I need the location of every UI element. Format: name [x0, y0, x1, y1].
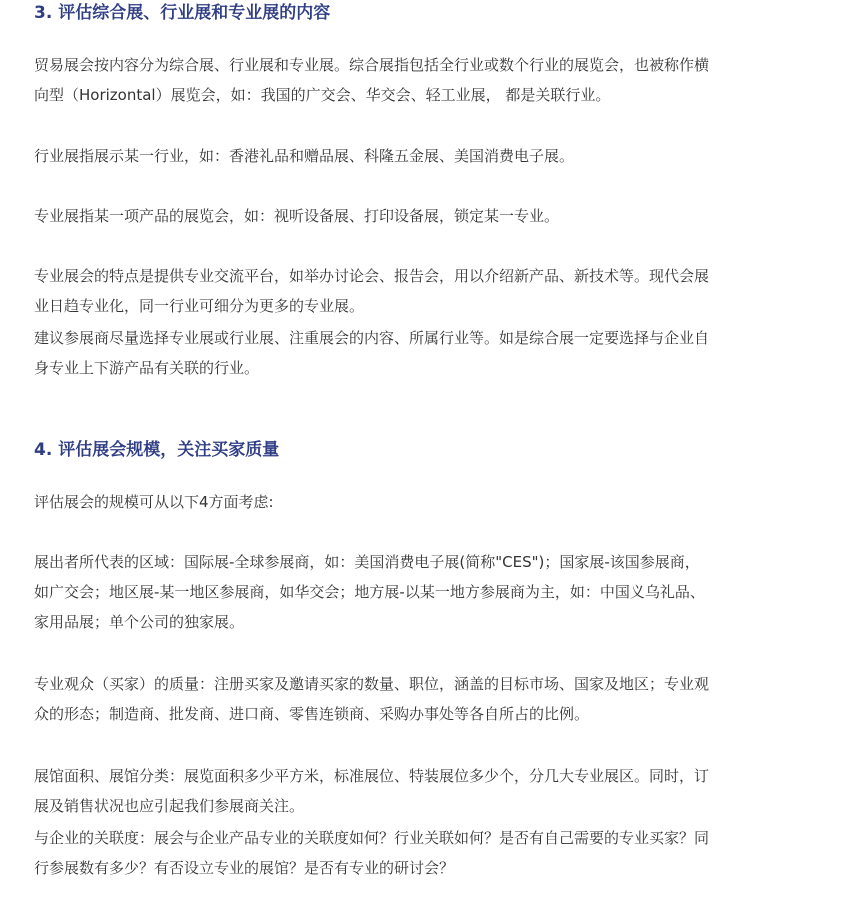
section-3-paragraph-5: 建议参展商尽量选择专业展或行业展、注重展会的内容、所属行业等。如是综合展一定要选择与企业自身专业上下游产品有关联的行业。 [34, 329, 710, 377]
section-3-paragraph-1: 贸易展会按内容分为综合展、行业展和专业展。综合展指包括全行业或数个行业的展览会，也被称作横向型（Horizontal）展览会，如：我国的广交会、华交会、轻工业展， 都是关联行业。 [34, 56, 710, 104]
section-3-heading: 3. 评估综合展、行业展和专业展的内容 [34, 3, 331, 23]
section-4-paragraph-3: 专业观众（买家）的质量：注册买家及邀请买家的数量、职位，涵盖的目标市场、国家及地区；专业观众的形态；制造商、批发商、进口商、零售连锁商、采购办事处等各自所占的比例。 [34, 675, 710, 723]
section-4-paragraph-5: 与企业的关联度：展会与企业产品专业的关联度如何？行业关联如何？是否有自己需要的专业买家？同行参展数有多少？有否设立专业的展馆？是否有专业的研讨会？ [34, 829, 710, 877]
section-4-heading: 4. 评估展会规模，关注买家质量 [34, 440, 280, 460]
section-4-paragraph-4: 展馆面积、展馆分类：展览面积多少平方米，标准展位、特装展位多少个，分几大专业展区。同时，订展及销售状况也应引起我们参展商关注。 [34, 767, 710, 815]
section-4-paragraph-1: 评估展会的规模可从以下4方面考虑: [34, 493, 274, 511]
section-4-paragraph-2: 展出者所代表的区域：国际展-全球参展商，如：美国消费电子展(简称"CES")；国家展-该国参展商，如广交会；地区展-某一地区参展商，如华交会；地方展-以某一地方参展商为主，如：中国义乌礼品、家用品展；单个公司的独家展。 [34, 553, 705, 631]
section-3-paragraph-2: 行业展指展示某一行业，如：香港礼品和赠品展、科隆五金展、美国消费电子展。 [34, 147, 575, 165]
section-3-paragraph-4: 专业展会的特点是提供专业交流平台，如举办讨论会、报告会，用以介绍新产品、新技术等。现代会展业日趋专业化，同一行业可细分为更多的专业展。 [34, 267, 710, 315]
section-3-paragraph-3: 专业展指某一项产品的展览会，如：视听设备展、打印设备展，锁定某一专业。 [34, 207, 560, 225]
